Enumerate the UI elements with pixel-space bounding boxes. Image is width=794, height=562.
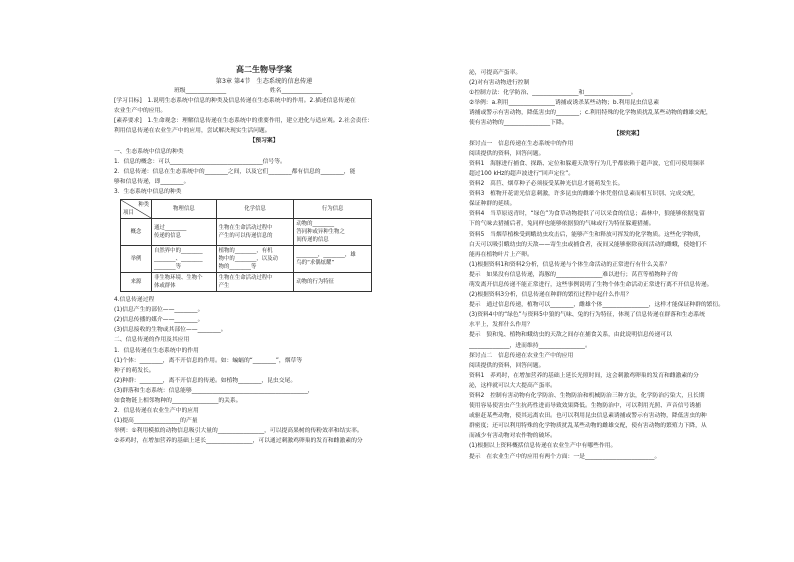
table-corner <box>121 200 152 219</box>
text-line: 4.信息传递过程 <box>114 297 155 304</box>
requirement-line-2: 利用信息传递在农业生产中的应用，尝试解决现实生活问题。 <box>114 128 271 135</box>
text-line: (1)根据以上资料概括信息传递在农业生产中有哪些作用。 <box>469 443 617 450</box>
corner-bottom-label: 项目 <box>123 210 134 217</box>
info-types-table <box>120 199 372 292</box>
text-line: 阅读提供的资料，回答问题。 <box>469 150 545 157</box>
row-label: 来源 <box>121 273 152 292</box>
text-line: (2)信息传播的媒介——________。 <box>114 317 204 324</box>
right-items-b <box>469 139 787 462</box>
text-line: 举例：①利用模拟的动物信息吸引大量的________________，可以提高果树的传粉效率和结实率。 <box>114 428 363 435</box>
text-line: 提示 通过信息传递，植物可以________，雌雄个体________________，这样才能保证种群的繁衍。 <box>469 302 725 309</box>
text-line: 能再在植物叶片上产卵。 <box>469 251 533 258</box>
corner-top-label: 种类 <box>138 202 149 209</box>
table-cell: 自然界中的________ ________、________ ________等 <box>152 246 217 273</box>
class-field: 班级______________ <box>174 88 227 94</box>
text-line: 水平上，发挥什么作用？ <box>469 322 533 329</box>
student-info <box>114 86 414 96</box>
text-line: 1．信息传递在生态系统中的作用 <box>114 347 199 354</box>
text-line: (1)个体：________，离不开信息的作用。如：蝙蝠的“________”，烟草等 <box>114 357 303 364</box>
text-line: 提示 在农业生产中的应用有两个方面：一是________________________。 <box>469 453 661 460</box>
table-row <box>121 273 372 292</box>
table-cell: ________，________，雄 鸟的“求偶炫耀” <box>294 246 372 273</box>
text-line: 2．信息传递在农业生产中的应用 <box>114 408 199 415</box>
objective-line-2: 农业生产中的应用。 <box>114 108 167 115</box>
text-line: 诱捕或警示有害动物，降低害虫的________；c.利用特殊的化学物质扰乱某些动物的雌雄交配， <box>469 110 712 117</box>
text-line: ①控制方法：化学防治、________________和________________。 <box>469 90 637 97</box>
header-chemical: 化学信息 <box>216 200 294 219</box>
text-line: 而减少有害动物对农作物的破坏。 <box>469 433 556 440</box>
text-line: ______________，进而维持________________。 <box>469 342 591 349</box>
text-line: 或驱赶某些动物，使其远离农田。也可以利用昆虫信息素诱捕或警示有害动物，降低害虫的种 <box>469 413 707 420</box>
preview-line: 3．生态系统中信息的种类 <box>114 188 182 195</box>
table-cell: 非生物环境、生物个 体或群体 <box>152 273 217 292</box>
text-line: 探讨点二 信息传递在农业生产中的应用 <box>469 352 574 359</box>
text-line: ②养鸡时，在增加营养的基础上延长________________，可以通过刺激鸡卵巢的发育和雌激素的分 <box>114 438 363 445</box>
requirement-line-1: [素养要求] 1.生命观念：理解信息传递在生态系统中的重要作用，建立进化与适应观。2.社会责任： <box>114 118 374 125</box>
text-line: 使有害动物的________________下降。 <box>469 120 568 127</box>
text-line: 资料2 莴苣、烟草种子必须接受某种光信息才能萌发生长。 <box>469 181 624 188</box>
text-line: 资料1 养鸡时，在增加营养的基础上延长光照时间，这会刺激鸡卵巢的发育和雌激素的分 <box>469 372 699 379</box>
text-line: ②举例：a.利用________________诱捕或诱杀某些动物；b.利用昆虫信息素 <box>469 100 660 107</box>
section-preview: 【预习案】 <box>249 138 279 145</box>
text-line: 超过100 kHz的超声波进行“回声定位”。 <box>469 170 575 177</box>
text-line: 下的气味去猎捕后者，兔同样也能够依据狼的气味或行为特征躲避猎捕。 <box>469 221 655 228</box>
text-line: 群密度；还可以利用特殊的化学物质扰乱某些动物的雌雄交配，使有害动物的繁殖力下降，从 <box>469 423 707 430</box>
table-cell: 动物的________ 答同种或异种生物之 间传递的信息 <box>294 219 372 246</box>
table-cell: 生物在生命活动过程中 产生 <box>216 273 294 292</box>
text-line: 资料5 当烟草植株受到蛾幼虫攻击后，能够产生和释放可挥发的化学物质。这些化学物质， <box>469 231 705 238</box>
text-line: (1)根据资料1和资料2分析，信息传递与个体生命活动的正常进行有什么关系？ <box>469 261 671 268</box>
preview-line: 2．信息传递：信息在生态系统中的________之间，以及它们________都有信息的________，能 <box>114 168 356 175</box>
text-line: 白天可以吸引蛾幼虫的天敌——寄生虫或捕食者，夜间又能够驱除夜间活动的雌蛾，使她们不 <box>469 241 707 248</box>
text-line: 如食物链上相邻物种的________________的关系。 <box>114 397 242 404</box>
text-line: (1)提高________________的产量 <box>114 418 198 425</box>
text-line: 资料1 海豚进行捕食、探路、定位和躲避天敌等行为几乎都依赖于超声波，它们可使用频率 <box>469 160 705 167</box>
text-line: 使用容易使害虫产生抗药性进而导致效果降低。生物防治中，可以利用光照、声音信号诱捕 <box>469 403 701 410</box>
text-line: 萌发离开信息传递不能正常进行，这些事例说明了生物个体生命活动正常进行离不开信息传递。 <box>469 281 713 288</box>
row-label: 举例 <box>121 246 152 273</box>
objective-line-1: [学习目标] 1.说明生态系统中信息的种类及信息传递在生态系统中的作用。2.描述信息传递在 <box>114 98 356 105</box>
text-line: 保证种群的延续。 <box>469 201 516 208</box>
header-behavioral: 行为信息 <box>294 200 372 219</box>
text-line: 提示 狼和兔、植物和蛾幼虫的天敌之间存在捕食关系，由此说明信息传递可以 <box>469 332 672 339</box>
page-subtitle: 第3章 第4节 生态系统的信息传递 <box>215 78 313 85</box>
text-line: (2)根据资料3分析，信息传递在种群的繁衍过程中起什么作用？ <box>469 292 632 299</box>
text-line: 泌，这样就可以大大提高产蛋率。 <box>469 382 556 389</box>
page-title: 高二生物导学案 <box>236 65 292 74</box>
left-column <box>114 62 414 446</box>
right-items-a <box>469 68 787 129</box>
preview-line: 够和信息传递，即________。 <box>114 178 190 185</box>
text-line: 资料4 当草原返青时，“绿色”为食草动物提供了可以采食的信息；森林中，狼能够依据兔留 <box>469 211 705 218</box>
text-line: 资料2 控制有害动物有化学防治、生物防治和机械防治三种方法，化学防治污染大，且长期 <box>469 393 705 399</box>
text-line: 资料3 植物开花需光信息刺激，许多昆虫的雌雄个体凭借信息素而相互识别、完成交配， <box>469 191 699 198</box>
name-field: 姓名______________ <box>269 88 323 94</box>
text-line: 种子的萌发长。 <box>114 367 155 374</box>
text-line: (3)群落和生态系统：信息能够________________________________________， <box>114 387 314 394</box>
section-inquiry: 【探究案】 <box>613 130 643 137</box>
table-cell: 植物的________，有机 物中的________，以及动 物的________等 <box>216 246 294 273</box>
text-line: (3)信息接收的生物或其部位——________。 <box>114 327 227 334</box>
table-cell: 通过________ 传递的信息 <box>152 219 217 246</box>
left-items-b <box>114 295 414 446</box>
row-label: 概念 <box>121 219 152 246</box>
text-line: (2)种群：________，离不开信息的传递。如植物________，昆虫交尾。 <box>114 377 297 384</box>
table-cell: 生物在生命活动过程中 产生的可以传递信息的 <box>216 219 294 246</box>
preview-line: 1．信息的概念：可以________________________________信号等。 <box>114 158 286 165</box>
text-line: 阅读提供的资料，回答问题。 <box>469 362 545 369</box>
preview-line: 一、生态系统中信息的种类 <box>114 148 184 155</box>
table-row <box>121 219 372 246</box>
header-physical: 物理信息 <box>152 200 217 219</box>
text-line: (1)信息产生的部位——________。 <box>114 307 204 314</box>
text-line: 提示 如果没有信息传递，海豚的________________难以进行；莴苣等植物种子的 <box>469 271 678 278</box>
table-row <box>121 246 372 273</box>
right-column <box>469 68 787 462</box>
text-line: (3)资料4中的“绿色”与资料5中狼的气味、兔的行为特征，体现了信息传递在群落和生态系统 <box>469 312 706 319</box>
text-line: 探讨点一 信息传递在生态系统中的作用 <box>469 140 574 147</box>
text-line: 泌，可提高产蛋率。 <box>469 70 522 76</box>
text-line: 二、信息传递的作用及其应用 <box>114 337 190 344</box>
text-line: (2)对有害动物进行控制 <box>469 80 530 87</box>
table-cell: 动物的行为特征 <box>294 273 372 292</box>
